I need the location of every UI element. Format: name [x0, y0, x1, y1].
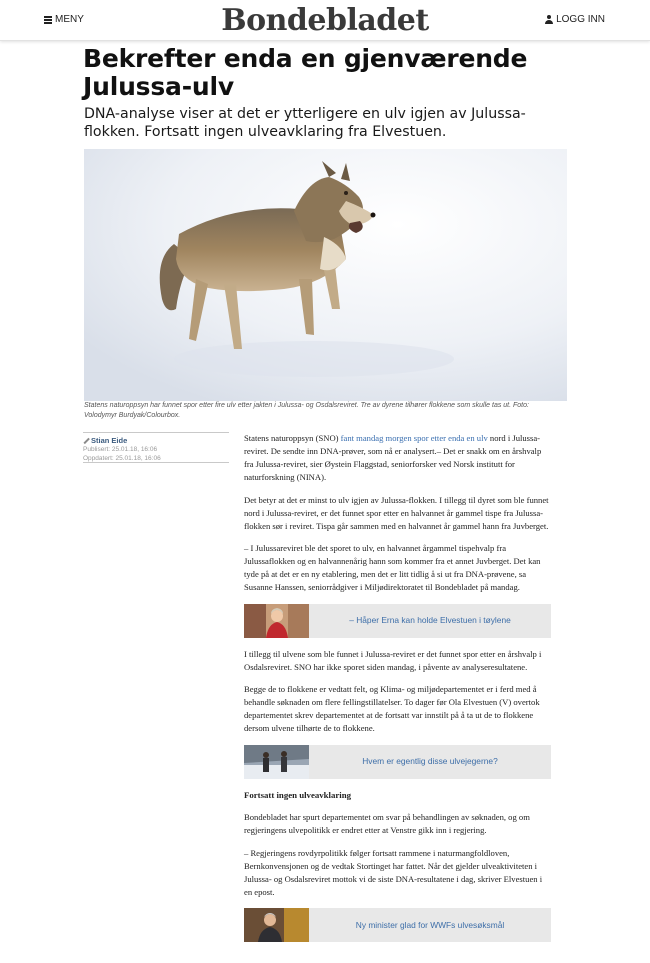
site-logo[interactable]: Bondebladet	[221, 3, 429, 38]
related-title: Ny minister glad for WWFs ulvesøksmål	[355, 919, 505, 930]
related-thumbnail	[244, 745, 309, 779]
hero-image	[84, 149, 567, 401]
login-label: LOGG INN	[556, 14, 605, 25]
wolf-illustration	[84, 149, 567, 401]
subheading: Fortsatt ingen ulveavklaring	[244, 789, 352, 800]
related-thumbnail	[244, 908, 309, 942]
byline	[83, 432, 229, 463]
image-caption: Statens naturoppsyn har funnet spor etter fire ulv etter jakten i Julussa- og Osdalsreviret. Tre av dyrene tilhører flokkene som skulle tas ut. Foto: Volodymyr Burdyak/Colourbox.	[84, 402, 529, 419]
article-body	[244, 432, 551, 952]
paragraph-text: Statens naturoppsyn (SNO)	[244, 433, 341, 443]
login-button[interactable]	[545, 14, 605, 25]
published-date: Publisert: 25.01.18, 16:06	[83, 446, 158, 453]
author-link[interactable]	[83, 436, 229, 445]
related-article-2[interactable]	[244, 745, 551, 779]
paragraph: – I Julussareviret ble det sporet to ulv, en halvannet årgammel tispehvalp fra Julussaflokken og en halvannenårig hann som kommer fra et annet Juvberget. Det kan tyde på at det er en ny etablering, men det er litt tidlig å si ut fra DNA-prøvene, sa Susanne Hanssen, seniorrådgiver i Miljødirektoratet til Bondebladet på mandag.	[244, 543, 541, 592]
paragraph: Bondebladet har spurt departementet om svar på behandlingen av søknaden, og om regjeringens ulvepolitikk er endret etter at Venstre gikk inn i regjering.	[244, 812, 530, 835]
related-article-1[interactable]	[244, 604, 551, 638]
paragraph: I tillegg til ulvene som ble funnet i Julussa-reviret er det funnet spor etter en årshvalp i Osdalsreviret. SNO har ikke sporet siden mandag, i påvente av analyseresultatene.	[244, 648, 542, 672]
user-icon	[545, 15, 553, 24]
paragraph	[244, 432, 551, 484]
article-title: Bekrefter enda en gjenværende Julussa-ulv	[83, 44, 528, 101]
paragraph: Det betyr at det er minst to ulv igjen av Julussa-flokken. I tillegg til dyret som ble funnet nord i Julussa-reviret, er det funnet spor etter en halvannet år gammel tispe fra Julussa-flokken sør i reviret. Tispa går sammen med en halvannet år gammel hann fra Juvberget.	[244, 494, 549, 531]
updated-date: Oppdatert: 25.01.18, 16:06	[83, 455, 161, 462]
related-title: – Håper Erna kan holde Elvestuen i tøylene	[349, 615, 511, 625]
pencil-icon	[83, 438, 89, 444]
menu-label: MENY	[55, 14, 84, 25]
related-title: Hvem er egentlig disse ulvejegerne?	[362, 756, 498, 766]
paragraph: Begge de to flokkene er vedtatt felt, og Klima- og miljødepartementet er i ferd med å behandle søknaden om flere fellingstillatelser. To dager før Ola Elvestuen (V) overtok departementet skrev departementet at de fortsatt var innstilt på å ta ut de to flokkene dersom ulvene tilhørte de to flokkene.	[244, 684, 540, 733]
paragraph-text: nord i Julussa-reviret. De sendte inn DNA-prøver, som nå er analysert.– Det er snakk om en årshvalp fra Julussa-reviret, sier Øystein Flaggstad, seniorforsker ved Norsk institutt for naturforskning (NINA).	[244, 433, 542, 482]
related-thumbnail	[244, 604, 309, 638]
author-name: Stian Eide	[91, 436, 128, 445]
related-article-3[interactable]	[244, 908, 551, 942]
article-lead: DNA-analyse viser at det er ytterligere en ulv igjen av Julussa-flokken. Fortsatt ingen ulveavklaring fra Elvestuen.	[84, 106, 526, 140]
inline-link[interactable]: fant mandag morgen spor etter enda en ulv	[340, 433, 488, 443]
top-bar	[0, 0, 650, 41]
paragraph: – Regjeringens rovdyrpolitikk følger fortsatt rammene i naturmangfoldloven, Bernkonvensjonen og de vedtak Stortinget har fattet. Når det gjelder ulveaktiviteten i Julussa- og Osdalsreviret mottok vi de siste DNA-resultatene i dag, skriver Elvestuen i en epost.	[244, 847, 543, 897]
